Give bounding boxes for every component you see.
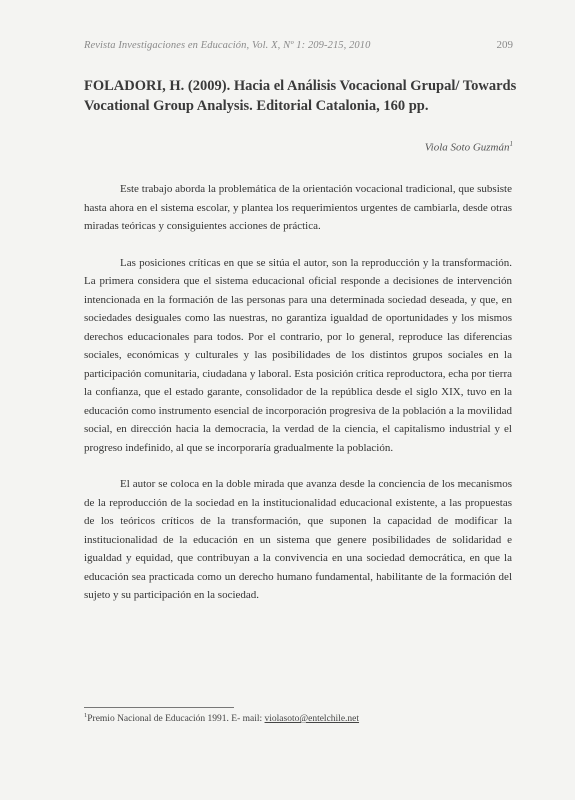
footnote-divider [84, 707, 234, 708]
paragraph: Las posiciones críticas en que se sitúa el autor, son la reproducción y la transformación. La primera considera que el sistema educacional oficial responde a decisiones de intervención intencionada en la formación de las personas para una determinada sociedad deseada, y que, en sociedades desiguales como las nuestras, no garantiza igualdad de oportunidades y los mismos derechos educacionales para todos. Por el contrario, por lo general, reproduce las diferencias sociales, económicas y culturales y las posibilidades de los distintos grupos sociales en la participación comunitaria, ciudadana y laboral. Esta posición crítica reproductora, echa por tierra la confianza, que el estado garante, consolidador de la república desde el siglo XIX, tuvo en la educación como instrumento esencial de incorporación progresiva de la población a la movilidad social, en dirección hacia la democracia, la verdad de la ciencia, el capitalismo industrial y el progreso indefinido, al que se incorporaría gradualmente la población. [84, 256, 512, 454]
footnote-text: Premio Nacional de Educación 1991. E- mail: [87, 714, 265, 725]
running-header: Revista Investigaciones en Educación, Vol. X, Nº 1: 209-215, 2010 [84, 40, 371, 51]
body-text [84, 180, 512, 623]
paragraph: El autor se coloca en la doble mirada que avanza desde la conciencia de los mecanismos de la reproducción de la sociedad en la institucionalidad educacional existente, a las propuestas de los teóricos críticos de la transformación, que suponen la capacidad de modificar la institucionalidad de la educación en un sistema que genere posibilidades de solidaridad e igualdad y equidad, que contribuyan a la convivencia en una sociedad democrática, en que la educación sea practicada como un derecho humano fundamental, habilitante de la formación del sujeto y su participación en la sociedad. [84, 478, 512, 601]
author-footnote-mark: 1 [509, 140, 513, 148]
footnote-email-link[interactable]: violasoto@entelchile.net [264, 714, 360, 725]
author-line [425, 140, 513, 154]
review-title: FOLADORI, H. (2009). Hacia el Análisis Vocacional Grupal/ Towards Vocational Group Analysis. Editorial Catalonia, 160 pp. [84, 78, 517, 114]
footnote [84, 712, 359, 724]
author-name: Viola Soto Guzmán [424, 141, 510, 154]
paragraph: Este trabajo aborda la problemática de la orientación vocacional tradicional, que subsiste hasta ahora en el sistema escolar, y plantea los requerimientos urgentes de cambiarla, desde otras miradas teóricas y consiguientes acciones de práctica. [84, 183, 512, 232]
footnote-mark: 1 [84, 712, 88, 719]
page-number: 209 [496, 39, 513, 51]
